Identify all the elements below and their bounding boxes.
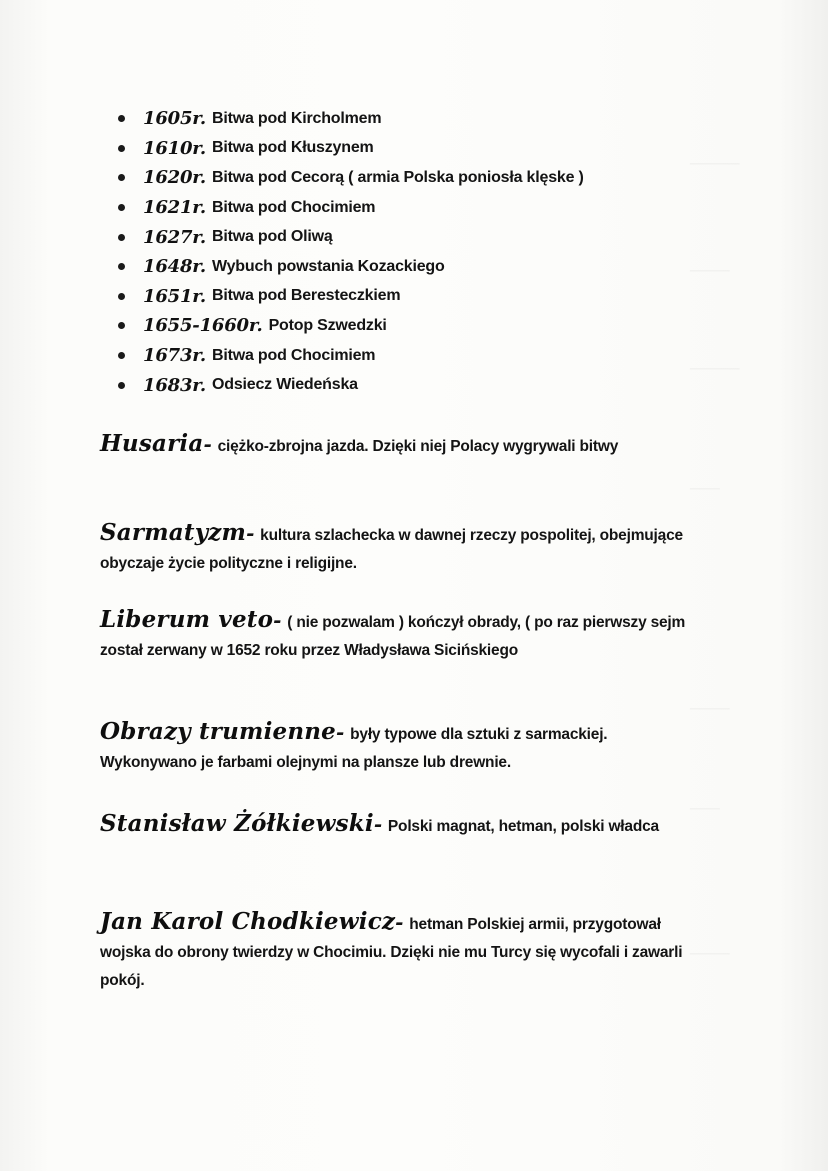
definition-term: Husaria [100, 430, 204, 457]
definition-text: hetman Polskiej armii, przygotował wojska do obrony twierdzy w Chocimiu. Dzięki nie mu Turcy się wycofali i zawarli pokój. [100, 916, 683, 989]
timeline-event: Potop Szwedzki [268, 316, 387, 334]
dash-mark: - [203, 432, 212, 456]
definition-obrazy-trumienne [100, 718, 700, 777]
timeline-event: Bitwa pod Chocimiem [212, 346, 376, 364]
timeline-year: 1627r. [143, 226, 206, 248]
definition-zolkiewski [100, 810, 700, 841]
timeline-item [118, 134, 584, 164]
definition-term: Jan Karol Chodkiewicz [100, 908, 396, 935]
dash-mark: - [395, 910, 404, 934]
definition-text: były typowe dla sztuki z sarmackiej. Wykonywano je farbami olejnymi na plansze lub drewnie. [100, 726, 608, 771]
timeline-event: Bitwa pod Kircholmem [212, 109, 382, 127]
timeline-item [118, 282, 584, 312]
bullet-icon [118, 204, 125, 211]
bullet-icon [118, 382, 125, 389]
timeline-year: 1620r. [143, 167, 206, 189]
timeline-year: 1605r. [143, 108, 206, 130]
dash-mark: - [336, 720, 345, 744]
timeline-year: 1610r. [143, 137, 206, 159]
definition-sarmatyzm [100, 519, 700, 578]
timeline-item [118, 341, 584, 371]
timeline-item [118, 252, 584, 282]
definition-term: Obrazy trumienne [100, 718, 337, 745]
timeline-list [118, 104, 584, 400]
definition-text: ciężko-zbrojna jazda. Dzięki niej Polacy wygrywali bitwy [217, 438, 619, 455]
timeline-event: Wybuch powstania Kozackiego [212, 257, 445, 275]
timeline-event: Bitwa pod Oliwą [212, 228, 333, 246]
timeline-item [118, 222, 584, 252]
definition-chodkiewicz [100, 908, 700, 995]
timeline-event: Bitwa pod Chocimiem [212, 198, 376, 216]
bullet-icon [118, 352, 125, 359]
timeline-event: Bitwa pod Beresteczkiem [212, 287, 401, 305]
timeline-year: 1648r. [143, 256, 206, 278]
definition-husaria [100, 430, 700, 461]
timeline-item [118, 311, 584, 341]
timeline-item [118, 163, 584, 193]
definition-text: kultura szlachecka w dawnej rzeczy pospolitej, obejmujące obyczaje życie polityczne i religijne. [100, 527, 683, 572]
timeline-year: 1651r. [143, 285, 206, 307]
bullet-icon [118, 322, 125, 329]
timeline-event: Bitwa pod Kłuszynem [212, 139, 374, 157]
timeline-event: Odsiecz Wiedeńska [212, 376, 358, 394]
definition-text: Polski magnat, hetman, polski władca [387, 818, 659, 835]
bullet-icon [118, 263, 125, 270]
bullet-icon [118, 234, 125, 241]
dash-mark: - [246, 521, 255, 545]
document-page: ───── ──── ───── ─── ──── ─── ──── 1605r. Bitwa pod Kircholmem 1610r. Bitwa pod Kłuszynem 1620r. Bitwa pod Cecorą ( armia Polska poniosła klęske ) 1621r. Bitwa pod Chocimiem 1627r. Bitwa pod Oliwą 1648r. Wybuch powstania Kozackiego 1651r. Bitwa pod Beresteczkiem 1655-1660r. Potop Szwedzki 1673r. Bitwa pod Chocimiem 1683r. Odsiecz Wiedeńska Husaria- ciężko-zbrojna jazda. Dzięki niej Polacy wygrywali bitwy Sarmatyzm- kultura szlachecka w dawnej rzeczy pospolitej, obejmujące obyczaje życie polityczne i religijne. Liberum veto- ( nie pozwalam ) kończył obrady, ( po raz pierwszy sejm został zerwany w 1652 roku przez Władysława Sicińskiego Obrazy trumienne- były typowe dla sztuki z sarmackiej. Wykonywano je farbami olejnymi na plansze lub drewnie. Stanisław Żółkiewski- Polski magnat, hetman, polski władca Jan Karol Chodkiewicz- hetman Polskiej armii, przygotował wojska do obrony twierdzy w Chocimiu. Dzięki nie mu Turcy się wycofali i zawarli pokój. [0, 0, 828, 1171]
timeline-year: 1673r. [143, 345, 206, 367]
definition-term: Sarmatyzm [100, 519, 247, 546]
definition-text: ( nie pozwalam ) kończył obrady, ( po raz pierwszy sejm został zerwany w 1652 roku przez Władysława Sicińskiego [100, 614, 686, 659]
timeline-event: Bitwa pod Cecorą ( armia Polska poniosła klęske ) [212, 168, 584, 186]
definition-term: Liberum veto [100, 606, 274, 633]
timeline-item [118, 370, 584, 400]
timeline-year: 1621r. [143, 197, 206, 219]
bullet-icon [118, 145, 125, 152]
timeline-item [118, 193, 584, 223]
dash-mark: - [373, 812, 382, 836]
timeline-year: 1655-1660r. [143, 315, 263, 337]
bullet-icon [118, 174, 125, 181]
bullet-icon [118, 293, 125, 300]
definition-term: Stanisław Żółkiewski [100, 810, 374, 837]
timeline-item [118, 104, 584, 134]
bullet-icon [118, 115, 125, 122]
definition-liberum-veto [100, 606, 700, 665]
timeline-year: 1683r. [143, 374, 206, 396]
dash-mark: - [273, 608, 282, 632]
